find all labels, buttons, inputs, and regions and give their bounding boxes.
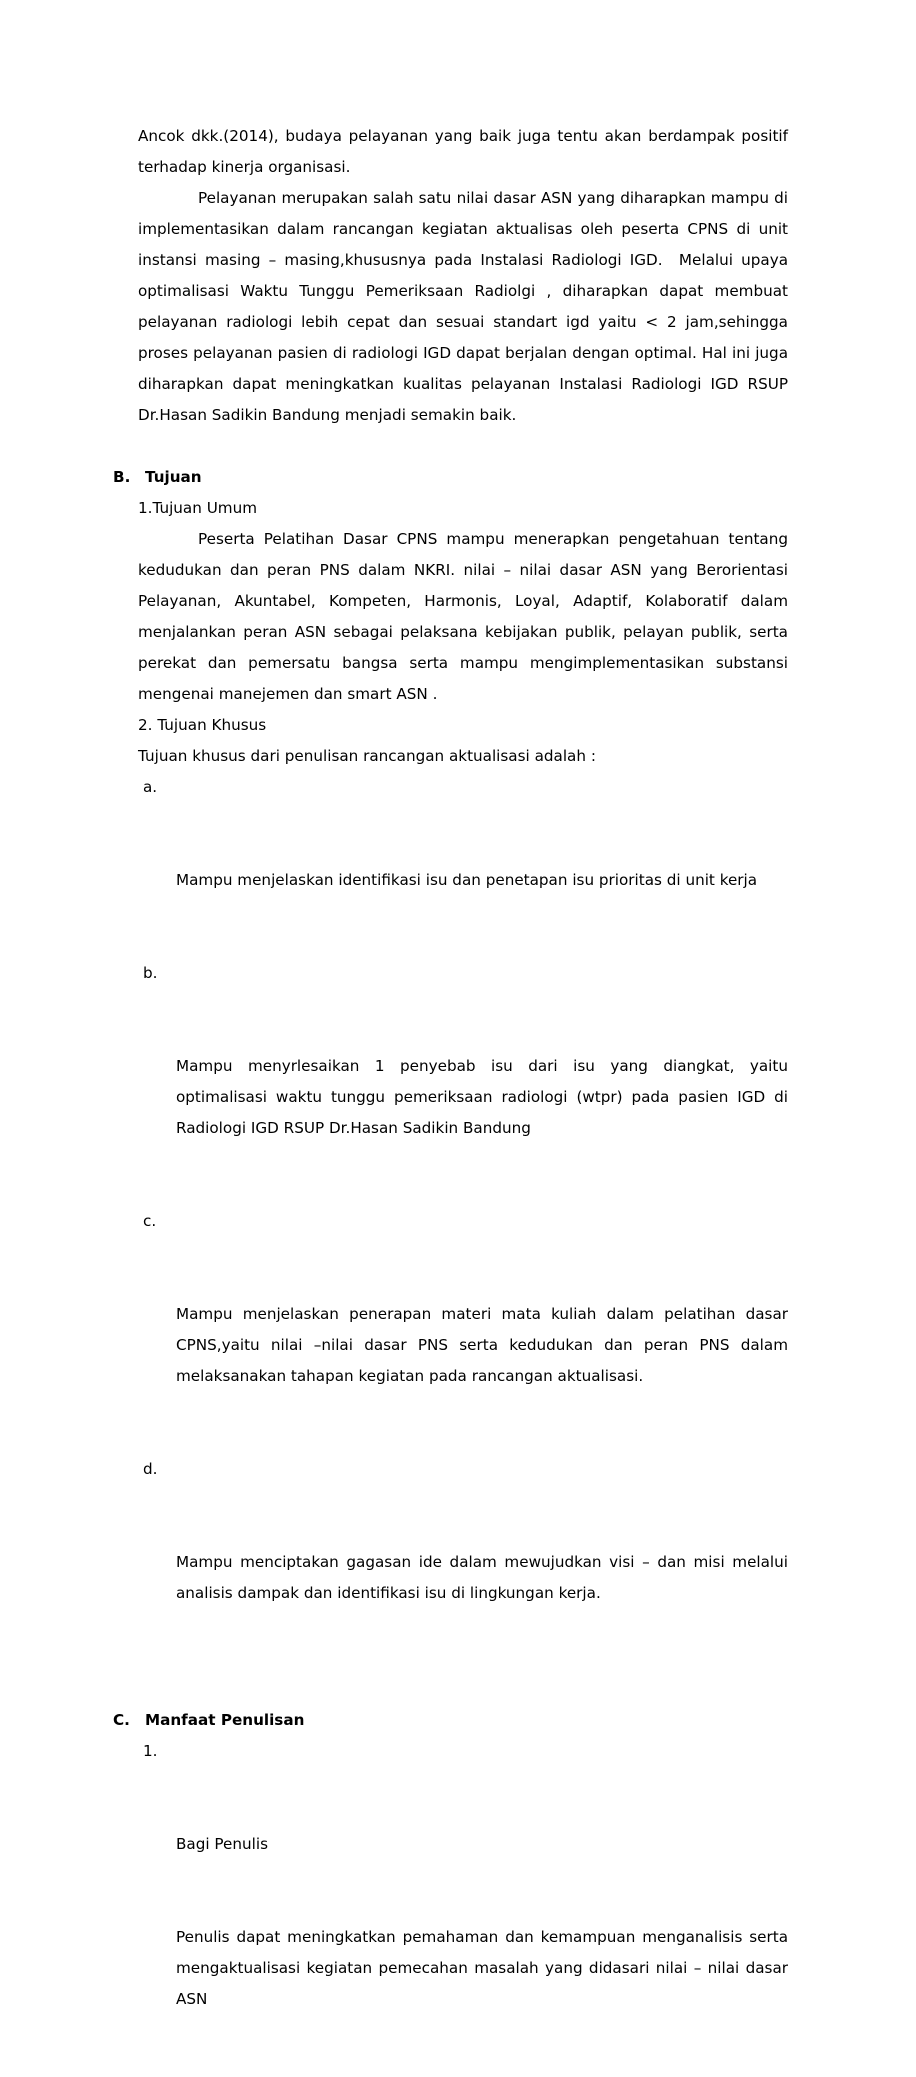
tujuan-khusus-list [138,772,793,1671]
list-item-marker: c. [143,1212,157,1230]
page-content [113,121,793,2077]
paragraph-tujuan-umum-body: Peserta Pelatihan Dasar CPNS mampu menerapkan pengetahuan tentang kedudukan dan peran PNS dalam NKRI. nilai – nilai dasar ASN yang Berorientasi Pelayanan, Akuntabel, Kompeten, Harmonis, Loyal, Adaptif, Kolaboratif dalam menjalankan peran ASN sebagai pelaksana kebijakan publik, pelayan publik, serta perekat dan pemersatu bangsa serta mampu mengimplementasikan substansi mengenai manejemen dan smart ASN . [138,530,793,703]
list-item [143,772,788,958]
spacer [138,1671,788,1705]
list-item [143,1206,793,1454]
list-item-marker: a. [143,778,158,796]
manfaat-penulisan-list [138,1736,793,2077]
section-title-b: Tujuan [145,468,202,486]
list-item-text: Mampu menjelaskan identifikasi isu dan penetapan isu prioritas di unit kerja [176,871,758,889]
paragraph-tujuan-khusus-intro: Tujuan khusus dari penulisan rancangan aktualisasi adalah : [138,747,596,765]
list-item-marker: b. [143,964,158,982]
section-heading-c [113,1705,788,1736]
list-item-text: Mampu menciptakan gagasan ide dalam mewujudkan visi – dan misi melalui analisis dampak dan identifikasi isu di lingkungan kerja. [176,1553,793,1602]
list-item-text: Mampu menjelaskan penerapan materi mata kuliah dalam pelatihan dasar CPNS,yaitu nilai –nilai dasar PNS serta kedudukan dan peran PNS dalam melaksanakan tahapan kegiatan pada rancangan aktualisasi. [176,1305,793,1385]
list-item [143,1736,793,2077]
subsection-label-tujuan-umum: 1.Tujuan Umum [138,499,258,517]
section-marker-c: C. [113,1711,130,1729]
list-item-label: Bagi Penulis [176,1835,268,1853]
subsection-label-tujuan-khusus: 2. Tujuan Khusus [138,716,267,734]
section-heading-b [113,462,788,493]
section-marker-b: B. [113,468,131,486]
paragraph-intro-continued: Ancok dkk.(2014), budaya pelayanan yang baik juga tentu akan berdampak positif terhadap kinerja organisasi. [138,127,793,176]
paragraph-pelayanan: Pelayanan merupakan salah satu nilai dasar ASN yang diharapkan mampu di implementasikan dalam rancangan kegiatan aktualisas oleh peserta CPNS di unit instansi masing – masing,khususnya pada Instalasi Radiologi IGD. Melalui upaya optimalisasi Waktu Tunggu Pemeriksaan Radiolgi , diharapkan dapat membuat pelayanan radiologi lebih cepat dan sesuai standart igd yaitu < 2 jam,sehingga proses pelayanan pasien di radiologi IGD dapat berjalan dengan optimal. Hal ini juga diharapkan dapat meningkatkan kualitas pelayanan Instalasi Radiologi IGD RSUP Dr.Hasan Sadikin Bandung menjadi semakin baik. [138,189,793,424]
list-item-text: Mampu menyrlesaikan 1 penyebab isu dari isu yang diangkat, yaitu optimalisasi waktu tunggu pemeriksaan radiologi (wtpr) pada pasien IGD di Radiologi IGD RSUP Dr.Hasan Sadikin Bandung [176,1057,793,1137]
list-item-marker: d. [143,1460,158,1478]
list-item-marker: 1. [143,1742,158,1760]
list-item-text: Penulis dapat meningkatkan pemahaman dan kemampuan menganalisis serta mengaktualisasi kegiatan pemecahan masalah yang didasari nilai – nilai dasar ASN [176,1928,793,2008]
section-title-c: Manfaat Penulisan [145,1711,305,1729]
list-item [143,958,793,1206]
spacer [138,431,788,462]
list-item [143,1454,793,1671]
